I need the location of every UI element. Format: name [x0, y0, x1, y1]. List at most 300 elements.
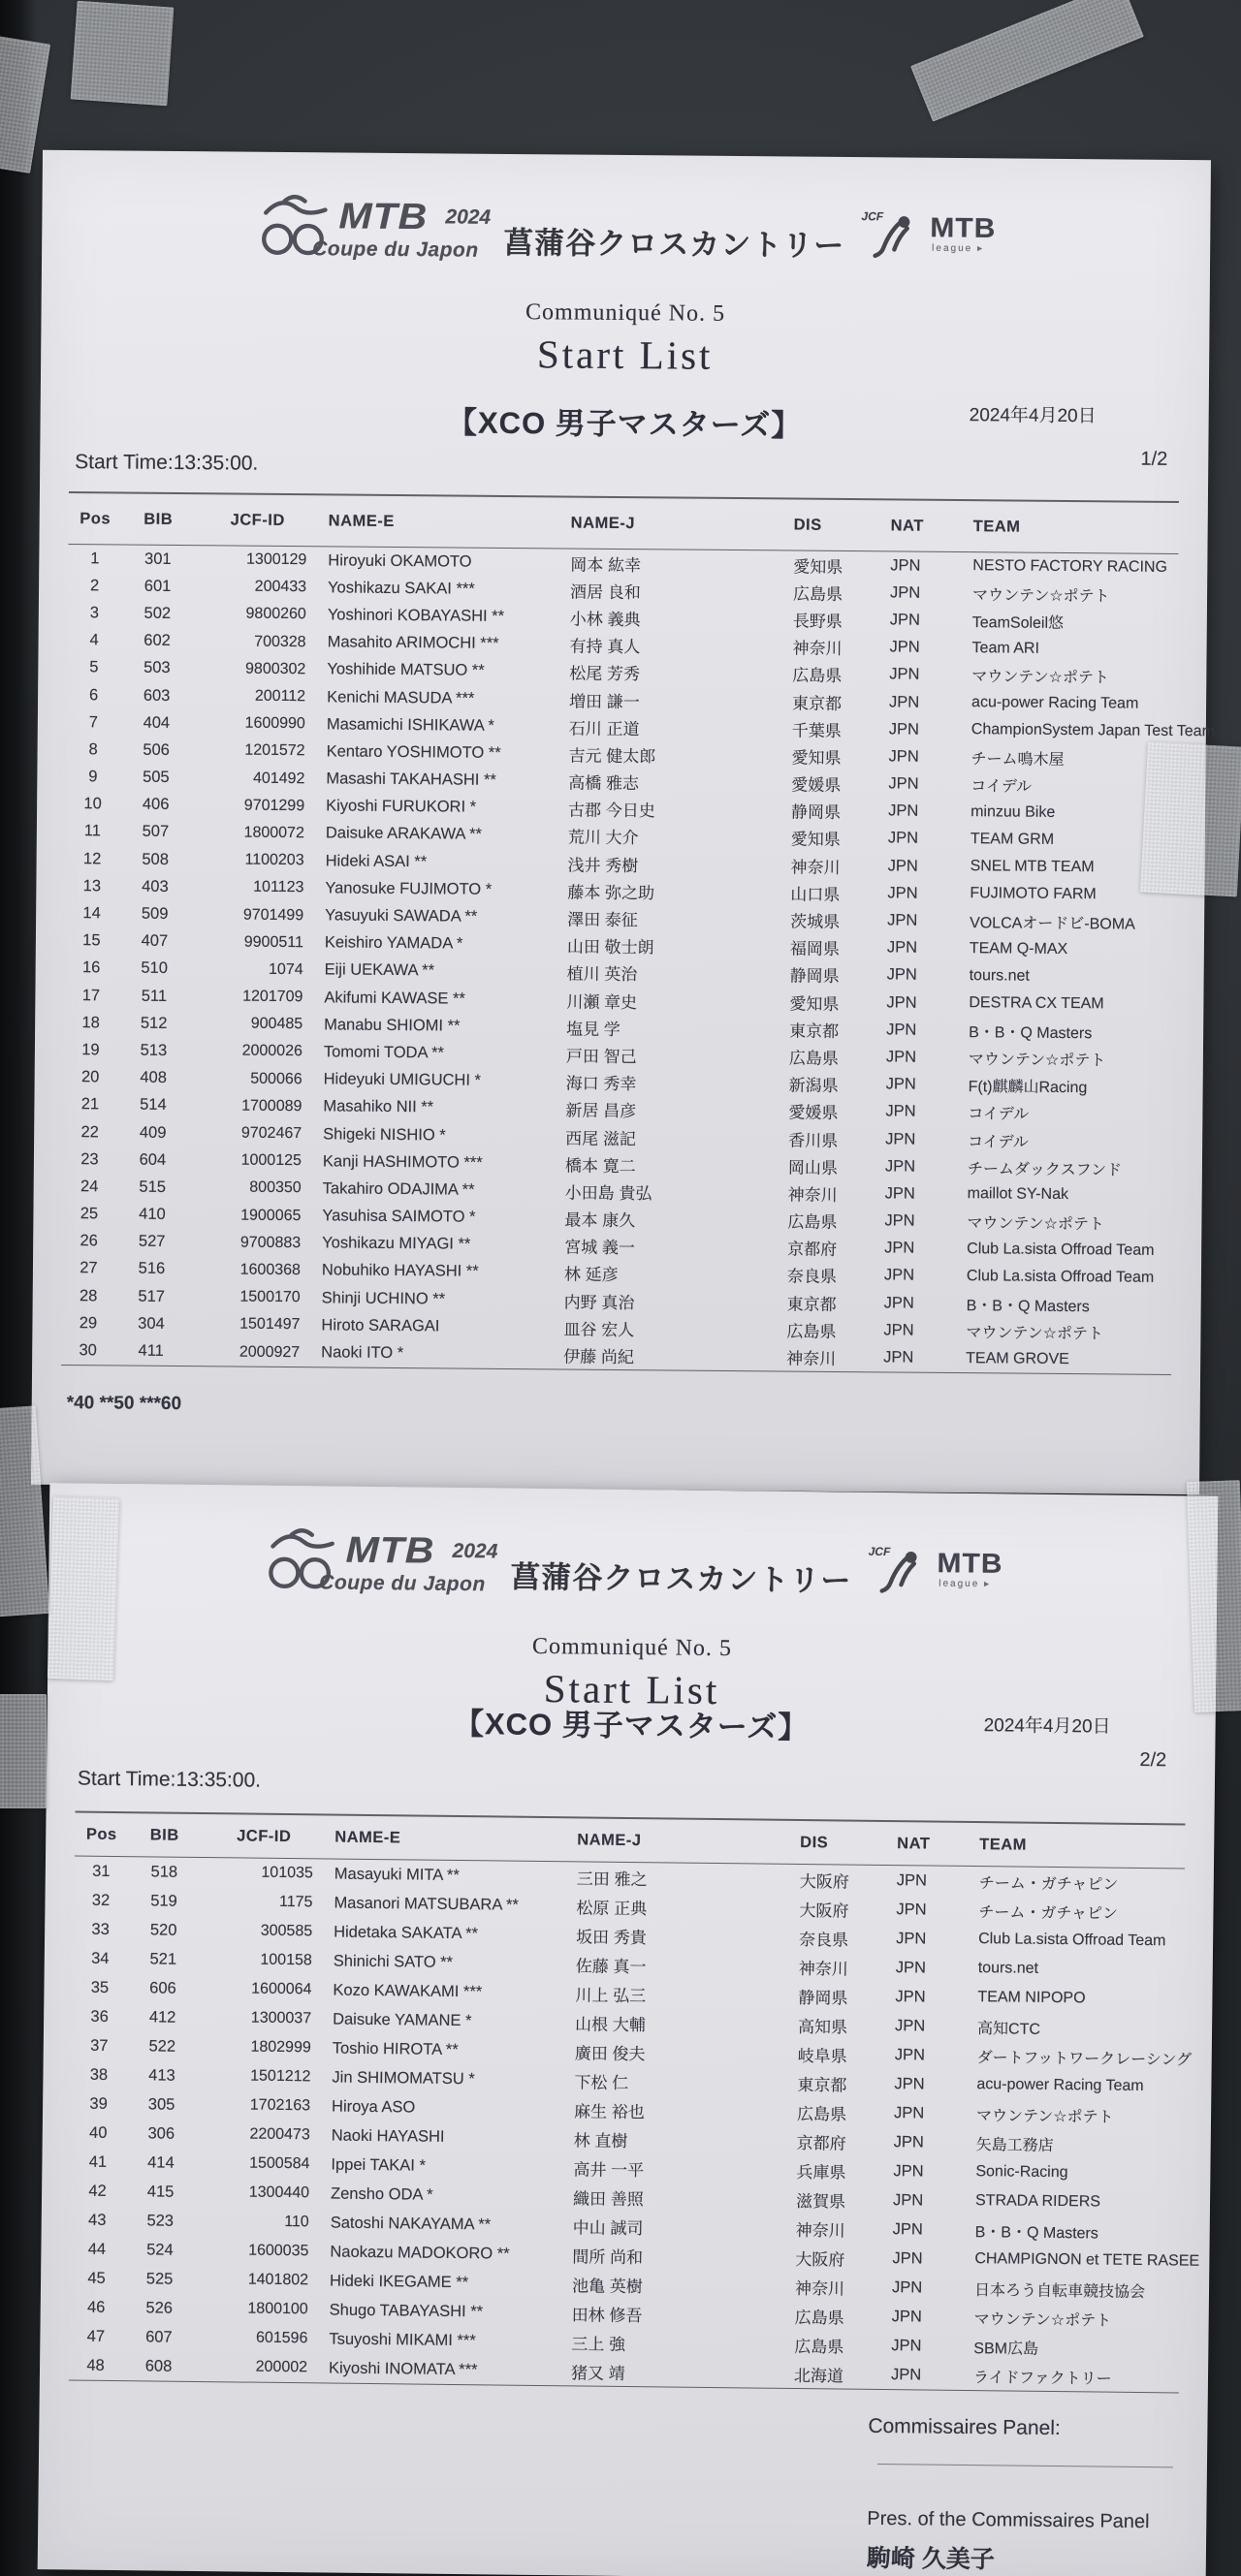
rider-name-e: Takahiro ODAJIMA **: [322, 1179, 475, 1199]
signature-line: [877, 2464, 1173, 2467]
rider-team: マウンテン☆ポテト: [971, 669, 1109, 687]
rider-name-e: Yasuyuki SAWADA **: [325, 906, 478, 926]
rider-bib: 413: [148, 2065, 175, 2085]
rider-pos: 27: [80, 1259, 98, 1277]
rider-jcf-id: 9900511: [243, 933, 303, 951]
rider-pos: 30: [79, 1341, 97, 1360]
rider-pos: 12: [82, 849, 102, 867]
rider-district: 愛媛県: [788, 1103, 839, 1123]
rider-pos: 45: [87, 2269, 106, 2287]
communique-number: Communiqué No. 5: [525, 299, 726, 327]
rider-bib: 516: [138, 1260, 166, 1278]
event-header: [42, 150, 1211, 297]
rider-jcf-id: 300585: [260, 1922, 313, 1940]
rider-pos: 19: [81, 1041, 100, 1059]
rider-nationality: JPN: [889, 611, 921, 629]
rider-nationality: JPN: [883, 1348, 914, 1367]
rider-jcf-id: 1201709: [242, 988, 303, 1006]
start-time: Start Time:13:35:00.: [75, 451, 259, 475]
rider-name-j: 三上 強: [571, 2334, 626, 2354]
event-header: [48, 1483, 1219, 1632]
rider-jcf-id: 1600035: [248, 2242, 309, 2260]
rider-name-j: 松原 正典: [576, 1898, 648, 1918]
rider-team: マウンテン☆ポテト: [966, 1324, 1104, 1343]
rider-pos: 44: [87, 2240, 107, 2258]
rider-district: 山口県: [790, 885, 841, 904]
rider-pos: 46: [86, 2298, 106, 2316]
coupe-du-japon-text: Coupe du Japon: [319, 1571, 486, 1596]
rider-name-e: Hiroyuki OKAMOTO: [328, 550, 472, 571]
rider-pos: 42: [88, 2182, 107, 2200]
rider-name-e: Kozo KAWAKAMI ***: [333, 1981, 483, 2000]
rider-bib: 414: [147, 2152, 175, 2172]
rider-name-e: Keishiro YAMADA *: [324, 933, 463, 953]
rider-district: 滋賀県: [795, 2191, 846, 2212]
rider-name-j: 高橋 雅志: [568, 773, 640, 794]
mtb-league-logo-text: MTB: [930, 212, 997, 244]
table-edge-shadow: [0, 0, 37, 2576]
rider-district: 神奈川: [790, 858, 841, 877]
rider-district: 長野県: [792, 612, 843, 631]
rider-jcf-id: 1802999: [250, 2038, 311, 2057]
rider-name-j: 西尾 滋記: [565, 1129, 636, 1148]
jcf-logo: [861, 207, 920, 265]
col-jcf-id: JCF-ID: [237, 1826, 292, 1845]
rider-district: 神奈川: [792, 639, 843, 659]
rider-name-e: Kiyoshi INOMATA ***: [328, 2359, 478, 2378]
rider-bib: 522: [148, 2036, 176, 2056]
rider-jcf-id: 9800302: [244, 660, 306, 678]
rider-district: 広島県: [794, 2308, 844, 2328]
rider-name-e: Kentaro YOSHIMOTO **: [326, 742, 501, 762]
rider-team: Club La.sista Offroad Team: [978, 1931, 1166, 1950]
col-team: TEAM: [972, 517, 1021, 536]
rider-district: 広島県: [788, 1049, 839, 1068]
rider-district: 神奈川: [787, 1185, 838, 1205]
rider-pos: 16: [81, 958, 101, 977]
rider-team: B・B・Q Masters: [966, 1297, 1090, 1315]
rider-name-j: 三田 雅之: [576, 1869, 648, 1889]
rider-bib: 524: [146, 2240, 174, 2259]
rider-jcf-id: 1501212: [250, 2067, 311, 2086]
rider-jcf-id: 1300440: [248, 2183, 310, 2202]
rider-district: 奈良県: [798, 1930, 849, 1950]
rider-nationality: JPN: [883, 1321, 914, 1339]
rider-pos: 28: [79, 1286, 98, 1304]
rider-team: Team ARI: [971, 639, 1040, 657]
rider-pos: 18: [81, 1013, 100, 1032]
rider-pos: 31: [92, 1862, 111, 1880]
rider-name-e: Kiyoshi FURUKORI *: [326, 797, 477, 816]
rider-bib: 306: [147, 2123, 175, 2143]
commissaires-panel-label: Commissaires Panel:: [868, 2414, 1061, 2440]
rider-district: 大阪府: [795, 2249, 845, 2270]
rider-name-e: Ippei TAKAI *: [331, 2155, 427, 2175]
rider-name-j: 戸田 智己: [565, 1047, 637, 1067]
rider-district: 岐阜県: [797, 2046, 847, 2066]
rider-jcf-id: 1501497: [239, 1315, 301, 1334]
rider-team: SBM広島: [973, 2340, 1039, 2358]
rider-name-j: 坂田 秀貴: [576, 1927, 647, 1947]
rider-district: 静岡県: [798, 1988, 848, 2008]
rider-district: 福岡県: [789, 939, 840, 959]
rider-jcf-id: 2000026: [241, 1043, 302, 1060]
rider-team: TEAM NIPOPO: [977, 1989, 1086, 2007]
rider-district: 大阪府: [799, 1901, 849, 1921]
rider-name-j: 新居 昌彦: [565, 1101, 637, 1121]
rider-jcf-id: 2000927: [239, 1343, 301, 1361]
rider-jcf-id: 1700089: [241, 1097, 302, 1115]
rider-name-e: Masahito ARIMOCHI ***: [327, 633, 499, 653]
rider-nationality: JPN: [885, 1102, 916, 1121]
rider-jcf-id: 2200473: [249, 2125, 310, 2144]
rider-pos: 38: [89, 2065, 109, 2084]
table-body: [69, 1857, 1200, 2394]
rider-team: TeamSoleil悠: [971, 614, 1065, 632]
rider-team: TEAM GROVE: [966, 1349, 1069, 1367]
rider-name-j: 最本 康久: [564, 1210, 636, 1231]
rider-pos: 39: [89, 2094, 108, 2113]
rider-bib: 304: [138, 1314, 165, 1333]
rider-pos: 3: [89, 604, 100, 622]
rider-district: 神奈川: [794, 2278, 845, 2299]
rider-bib: 415: [146, 2182, 175, 2201]
rider-team: B・B・Q Masters: [974, 2223, 1098, 2243]
rider-pos: 36: [90, 2007, 109, 2026]
rider-jcf-id: 1800100: [247, 2300, 308, 2318]
event-year: 2024: [445, 205, 492, 229]
rider-jcf-id: 1401802: [247, 2271, 309, 2289]
rider-team: コイデル: [971, 778, 1033, 796]
rider-jcf-id: 9701299: [243, 797, 305, 814]
rider-jcf-id: 1702163: [249, 2096, 311, 2115]
rider-nationality: JPN: [884, 1184, 915, 1203]
rider-nationality: JPN: [892, 2190, 924, 2209]
rider-team: チームダックスフンド: [967, 1160, 1123, 1179]
jcf-logo-text: JCF: [861, 209, 884, 224]
rider-bib: 513: [140, 1041, 168, 1059]
rider-name-e: Kenichi MASUDA ***: [327, 687, 475, 707]
rider-pos: 14: [82, 904, 101, 923]
rider-bib: 523: [146, 2211, 175, 2230]
rider-nationality: JPN: [890, 556, 921, 575]
rider-name-j: 間所 尚和: [572, 2246, 644, 2267]
col-bib: BIB: [143, 510, 174, 528]
rider-team: tours.net: [969, 967, 1030, 985]
rider-nationality: JPN: [883, 1294, 914, 1312]
rider-bib: 404: [143, 713, 171, 732]
rider-jcf-id: 401492: [252, 770, 305, 787]
rider-district: 奈良県: [786, 1267, 837, 1287]
page-number: 1/2: [1140, 448, 1168, 470]
rider-nationality: JPN: [884, 1211, 915, 1230]
rider-district: 神奈川: [798, 1959, 848, 1979]
rider-nationality: JPN: [895, 1958, 927, 1976]
mtb-logo-text: MTB: [338, 195, 429, 237]
jcf-logo-text: JCF: [868, 1544, 891, 1559]
start-list-table: [69, 1811, 1200, 2394]
rider-bib: 507: [142, 823, 170, 841]
rider-team: NESTO FACTORY RACING: [972, 557, 1168, 577]
rider-nationality: JPN: [895, 1987, 926, 2005]
jcf-cyclist-icon: [877, 1551, 921, 1595]
rider-nationality: JPN: [890, 2365, 922, 2383]
rider-team: TEAM GRM: [970, 831, 1055, 848]
rider-name-j: 植川 英治: [566, 964, 638, 985]
rider-nationality: JPN: [896, 1870, 928, 1889]
rider-pos: 9: [88, 768, 98, 786]
rider-name-e: Manabu SHIOMI **: [324, 1016, 461, 1035]
rider-name-e: Daisuke ARAKAWA **: [325, 824, 483, 844]
rider-district: 大阪府: [799, 1871, 849, 1892]
col-name-e: NAME-E: [328, 511, 395, 530]
rider-nationality: JPN: [891, 2307, 922, 2325]
rider-bib: 506: [143, 740, 170, 759]
rider-jcf-id: 1600064: [251, 1980, 312, 1998]
tape-top-right: [910, 0, 1144, 122]
rider-pos: 8: [88, 740, 98, 759]
rider-bib: 509: [141, 904, 169, 923]
rider-name-j: 塩見 学: [566, 1020, 620, 1039]
rider-nationality: JPN: [890, 583, 921, 602]
rider-name-j: 佐藤 真一: [575, 1956, 647, 1976]
rider-jcf-id: 700328: [254, 633, 306, 650]
rider-nationality: JPN: [892, 2219, 923, 2238]
rider-pos: 41: [88, 2152, 108, 2171]
rider-nationality: JPN: [888, 720, 920, 738]
rider-pos: 11: [83, 822, 102, 840]
rider-bib: 409: [139, 1123, 167, 1142]
rider-name-j: 松尾 芳秀: [569, 664, 641, 684]
start-time: Start Time:13:35:00.: [77, 1767, 262, 1792]
rider-nationality: JPN: [884, 1157, 916, 1176]
mtb-league-sub-text: league ▸: [932, 242, 985, 255]
rider-district: 愛媛県: [791, 775, 842, 796]
rider-name-j: 伊藤 尚紀: [563, 1347, 634, 1367]
rider-bib: 603: [143, 686, 171, 705]
rider-name-j: 川瀬 章史: [566, 992, 638, 1012]
rider-team: マウンテン☆ポテト: [968, 1052, 1106, 1070]
rider-jcf-id: 1300129: [245, 550, 307, 569]
document-title: Start List: [536, 331, 714, 378]
rider-jcf-id: 1800072: [243, 824, 304, 842]
rider-name-j: 有持 真人: [569, 637, 641, 657]
col-dis: DIS: [800, 1833, 829, 1851]
rider-nationality: JPN: [896, 1929, 927, 1947]
rider-team: CHAMPIGNON et TETE RASEE: [974, 2250, 1200, 2270]
rider-name-e: Naoki ITO *: [321, 1343, 404, 1363]
rider-name-e: Shinichi SATO **: [333, 1952, 454, 1971]
rider-bib: 515: [139, 1178, 167, 1196]
rider-nationality: JPN: [889, 638, 920, 656]
rider-team: マウンテン☆ポテト: [967, 1215, 1105, 1234]
rider-team: FUJIMOTO FARM: [970, 885, 1097, 903]
rider-jcf-id: 1201572: [244, 742, 305, 760]
rider-bib: 502: [143, 604, 172, 622]
rider-district: 岡山県: [787, 1158, 838, 1178]
rider-nationality: JPN: [887, 829, 919, 848]
col-pos: Pos: [85, 1825, 117, 1843]
rider-jcf-id: 200002: [255, 2358, 308, 2376]
rider-bib: 526: [145, 2298, 174, 2317]
rider-team: ChampionSystem Japan Test Team: [971, 721, 1216, 740]
rider-name-j: 内野 真治: [563, 1293, 635, 1312]
rider-name-j: 石川 正道: [568, 719, 640, 738]
rider-team: maillot SY-Nak: [967, 1185, 1069, 1204]
rider-name-j: 中山 誠司: [572, 2217, 644, 2238]
rider-jcf-id: 900485: [250, 1015, 303, 1033]
rider-district: 千葉県: [791, 721, 842, 740]
rider-name-e: Hideki IKEGAME **: [329, 2272, 469, 2291]
rider-district: 東京都: [786, 1295, 837, 1314]
table-body: [61, 545, 1216, 1375]
rider-jcf-id: 200112: [254, 687, 306, 706]
rider-name-j: 古郡 今日史: [568, 801, 655, 821]
rider-nationality: JPN: [886, 992, 917, 1012]
rider-team: F(t)麒麟山Racing: [968, 1079, 1088, 1097]
rider-district: 東京都: [791, 694, 843, 713]
rider-bib: 527: [138, 1232, 166, 1251]
rider-nationality: JPN: [884, 1239, 915, 1257]
rider-bib: 519: [150, 1891, 177, 1910]
rider-district: 愛知県: [790, 831, 841, 850]
rider-pos: 35: [90, 1978, 110, 1996]
rider-bib: 511: [141, 987, 168, 1005]
rider-name-j: 池亀 英樹: [571, 2276, 643, 2296]
coupe-du-japon-text: Coupe du Japon: [312, 237, 479, 262]
rider-name-e: Yoshikazu SAKAI ***: [328, 579, 475, 598]
rider-jcf-id: 1500584: [249, 2154, 310, 2173]
rider-nationality: JPN: [886, 965, 917, 985]
rider-name-e: Akifumi KAWASE **: [324, 988, 465, 1008]
rider-pos: 24: [80, 1178, 99, 1196]
mtb-league-logo: [930, 212, 1036, 267]
rider-team: チーム・ガチャピン: [978, 1903, 1119, 1923]
tape-top-left: [71, 1, 175, 107]
rider-bib: 305: [147, 2094, 175, 2114]
jcf-logo: [868, 1543, 927, 1600]
rider-bib: 525: [145, 2269, 174, 2288]
rider-bib: 503: [143, 659, 171, 677]
rider-pos: 7: [88, 712, 99, 732]
rider-team: acu-power Racing Team: [971, 694, 1139, 712]
rider-name-j: 宮城 義一: [564, 1238, 635, 1258]
rider-pos: 29: [79, 1313, 98, 1333]
rider-bib: 518: [150, 1862, 178, 1881]
rider-pos: 23: [80, 1149, 99, 1169]
rider-pos: 10: [83, 795, 102, 813]
rider-name-e: Masayuki MITA **: [334, 1865, 460, 1884]
rider-team: Club La.sista Offroad Team: [967, 1240, 1155, 1259]
rider-district: 広島県: [792, 584, 843, 604]
rider-district: 愛知県: [791, 748, 842, 768]
rider-bib: 505: [143, 768, 170, 787]
rider-jcf-id: 1000125: [240, 1151, 302, 1170]
col-name-e: NAME-E: [334, 1828, 401, 1846]
rider-bib: 602: [143, 631, 171, 650]
rider-district: 東京都: [797, 2075, 847, 2095]
rider-jcf-id: 1900065: [240, 1207, 302, 1224]
rider-name-j: 浅井 秀樹: [567, 856, 639, 875]
rider-team: マウンテン☆ポテト: [973, 2310, 1112, 2330]
age-group-footnote: *40 **50 ***60: [66, 1393, 182, 1415]
rider-jcf-id: 9702467: [240, 1124, 302, 1143]
rider-name-j: 田林 修吾: [571, 2305, 643, 2325]
rider-jcf-id: 1600990: [244, 714, 305, 733]
rider-nationality: JPN: [893, 2103, 925, 2121]
rider-bib: 408: [140, 1068, 168, 1087]
rider-name-e: Tomomi TODA **: [323, 1043, 445, 1062]
rider-team: tours.net: [977, 1960, 1039, 1977]
rider-bib: 301: [144, 550, 172, 568]
rider-nationality: JPN: [893, 2132, 925, 2151]
rider-pos: 37: [90, 2036, 109, 2055]
jcf-cyclist-icon: [871, 215, 913, 260]
document-title: Start List: [543, 1665, 720, 1713]
rider-name-e: Shinji UCHINO **: [321, 1288, 446, 1308]
rider-bib: 604: [139, 1150, 167, 1169]
rider-team: TEAM Q-MAX: [969, 939, 1068, 958]
rider-district: 広島県: [794, 2337, 844, 2357]
race-category: 【XCO 男子マスターズ】: [453, 1706, 810, 1745]
rider-pos: 21: [80, 1095, 100, 1114]
rider-team: acu-power Racing Team: [976, 2076, 1144, 2095]
rider-district: 神奈川: [795, 2220, 845, 2241]
rider-pos: 33: [91, 1920, 110, 1938]
race-name: 菖蒲谷クロスカントリー: [503, 225, 845, 263]
communique-number: Communiqué No. 5: [531, 1633, 733, 1662]
rider-jcf-id: 1175: [279, 1893, 313, 1911]
rider-nationality: JPN: [886, 1021, 917, 1039]
rider-name-j: 藤本 弥之助: [567, 883, 655, 903]
col-pos: Pos: [80, 509, 111, 527]
rider-nationality: JPN: [885, 1048, 917, 1066]
rider-district: 香川県: [788, 1131, 839, 1150]
col-nat: NAT: [897, 1834, 931, 1853]
rider-pos: 15: [82, 931, 101, 950]
rider-name-e: Daisuke YAMANE *: [333, 2010, 472, 2029]
rider-team: コイデル: [968, 1133, 1029, 1151]
rider-nationality: JPN: [886, 938, 918, 957]
rider-name-e: Jin SHIMOMATSU *: [332, 2068, 475, 2088]
rider-nationality: JPN: [888, 747, 919, 766]
rider-pos: 5: [89, 658, 99, 676]
rider-name-e: Hideyuki UMIGUCHI *: [323, 1070, 482, 1089]
rider-nationality: JPN: [894, 2045, 926, 2063]
rider-name-j: 川上 弘三: [575, 1985, 647, 2005]
col-nat: NAT: [890, 516, 924, 535]
rider-bib: 412: [148, 2007, 176, 2026]
rider-name-j: 増田 謙一: [569, 692, 640, 711]
rider-team: VOLCAオードビ-BOMA: [970, 915, 1135, 933]
rider-name-j: 猪又 靖: [570, 2363, 625, 2383]
rider-bib: 517: [138, 1287, 166, 1305]
rider-pos: 47: [86, 2327, 106, 2345]
rider-name-j: 小田島 貴弘: [564, 1183, 652, 1204]
rider-jcf-id: 9701499: [242, 906, 304, 924]
rider-pos: 25: [80, 1205, 99, 1223]
rider-team: 矢島工務店: [975, 2136, 1054, 2154]
rider-name-e: Zensho ODA *: [331, 2184, 433, 2204]
rider-nationality: JPN: [889, 692, 920, 711]
mtb-league-sub-text: league ▸: [939, 1578, 992, 1590]
rider-bib: 520: [149, 1920, 177, 1939]
rider-district: 新潟県: [788, 1076, 839, 1096]
rider-jcf-id: 1600368: [239, 1261, 302, 1279]
tape-page2-top-right: [1187, 1480, 1241, 1712]
mtb-logo-text: MTB: [345, 1528, 435, 1571]
rider-pos: 32: [91, 1891, 111, 1909]
